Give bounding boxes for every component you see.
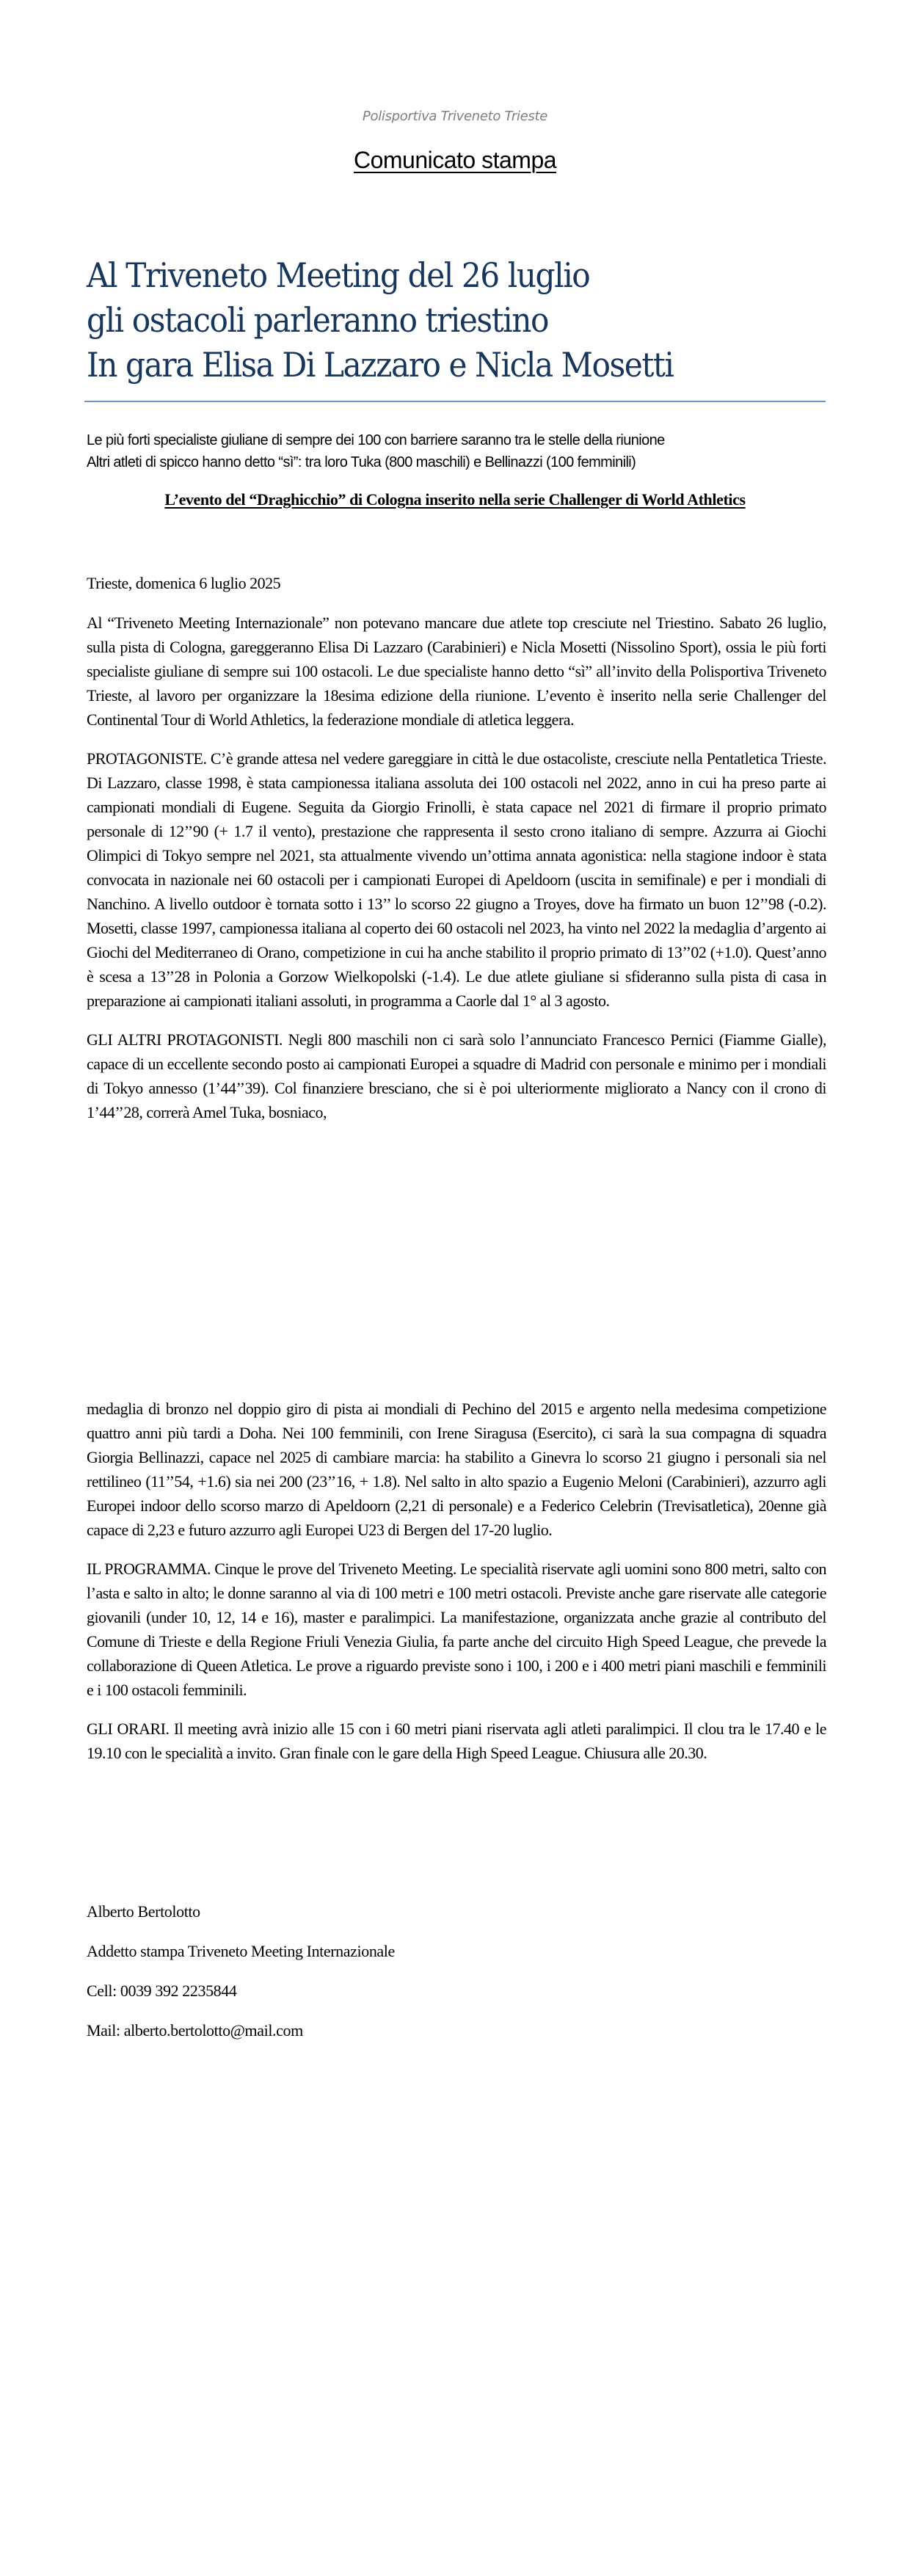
organization-header: Polisportiva Triveneto Trieste	[362, 109, 548, 124]
paragraph-orari: GLI ORARI. Il meeting avrà inizio alle 15 con i 60 metri piani riservata agli atleti paralimpici. Il clou tra le 17.40 e le 19.10 con le specialità a invito. Gran finale con le gare della High Speed League. Chiusura alle 20.30.	[87, 1720, 826, 1762]
contact-phone: Cell: 0039 392 2235844	[87, 1982, 237, 2000]
document-type-label: Comunicato stampa	[353, 147, 557, 173]
body-page-2	[87, 1397, 826, 1780]
kicker-text: L’evento del “Draghicchio” di Cologna inserito nella serie Challenger di World Athletics	[164, 490, 746, 509]
headline-divider	[84, 401, 826, 402]
paragraph-altri-protagonisti: GLI ALTRI PROTAGONISTI. Negli 800 maschili non ci sarà solo l’annunciato Francesco Pernici (Fiamme Gialle), capace di un eccellente secondo posto ai campionati Europei a squadre di Madrid con personale e minimo per i mondiali di Tokyo annesso (1’44’’39). Col finanziere bresciano, che si è poi ulteriormente migliorato a Nancy con il crono di 1’44’’28, correrà Amel Tuka, bosniaco,	[87, 1030, 826, 1121]
paragraph-protagoniste: PROTAGONISTE. C’è grande attesa nel vedere gareggiare in città le due ostacoliste, cresciute nella Pentatletica Trieste. Di Lazzaro, classe 1998, è stata campionessa italiana assoluta dei 100 ostacoli nel 2022, anno in cui ha preso parte ai campionati mondiali di Eugene. Seguita da Giorgio Frinolli, è stata capace nel 2021 di firmare il proprio primato personale di 12’’90 (+ 1.7 il vento), prestazione che rappresenta il sesto crono italiano di sempre. Azzurra ai Giochi Olimpici di Tokyo sempre nel 2021, sta attualmente vivendo un’ottima annata agonistica: nella stagione indoor è stata convocata in nazionale nei 60 ostacoli per i campionati Europei di Apeldoorn (uscita in semifinale) e per i mondiali di Nanchino. A livello outdoor è tornata sotto i 13’’ lo scorso 22 giugno a Troyes, dove ha firmato un buon 12’’98 (-0.2). Mosetti, classe 1997, campionessa italiana al coperto dei 60 ostacoli nel 2023, ha vinto nel 2022 la medaglia d’argento ai Giochi del Mediterraneo di Orano, competizione in cui ha anche stabilito il proprio primato di 13’’02 (+1.0). Quest’anno è scesa a 13’’28 in Polonia a Gorzow Wielkopolski (-1.4). Le due atlete giuliane si sfideranno sulla pista di casa in preparazione ai campionati italiani assoluti, in programma a Caorle dal 1° al 3 agosto.	[87, 749, 826, 1010]
paragraph-intro: Al “Triveneto Meeting Internazionale” non potevano mancare due atlete top cresciute nel Triestino. Sabato 26 luglio, sulla pista di Cologna, gareggeranno Elisa Di Lazzaro (Carabinieri) e Nicla Mosetti (Nissolino Sport), ossia le più forti specialiste giuliane di sempre sui 100 ostacoli. Le due specialiste hanno detto “sì” all’invito della Polisportiva Triveneto Trieste, al lavoro per organizzare la 18esima edizione della riunione. L’evento è inserito nella serie Challenger del Continental Tour di World Athletics, la federazione mondiale di atletica leggera.	[87, 614, 826, 729]
subheading-2: Altri atleti di spicco hanno detto “sì”: tra loro Tuka (800 maschili) e Bellinazzi (100 femminili)	[87, 454, 636, 470]
body-page-1	[87, 611, 826, 1139]
press-contact	[87, 1892, 395, 2051]
contact-role: Addetto stampa Triveneto Meeting Internazionale	[87, 1942, 395, 1960]
headline	[87, 253, 768, 388]
subheadings	[87, 429, 828, 473]
headline-line-3: In gara Elisa Di Lazzaro e Nicla Mosetti	[87, 345, 674, 385]
headline-line-2: gli ostacoli parleranno triestino	[87, 300, 549, 340]
kicker-heading	[0, 490, 910, 509]
subheading-1: Le più forti specialiste giuliane di sempre dei 100 con barriere saranno tra le stelle della riunione	[87, 432, 665, 448]
headline-line-1: Al Triveneto Meeting del 26 luglio	[87, 255, 590, 295]
contact-email: Mail: alberto.bertolotto@mail.com	[87, 2021, 303, 2040]
paragraph-programma: IL PROGRAMMA. Cinque le prove del Triveneto Meeting. Le specialità riservate agli uomini sono 800 metri, salto con l’asta e salto in alto; le donne saranno al via di 100 metri e 100 metri ostacoli. Previste anche gare riservate alle categorie giovanili (under 10, 12, 14 e 16), master e paralimpici. La manifestazione, organizzata anche grazie al contributo del Comune di Trieste e della Regione Friuli Venezia Giulia, fa parte anche del circuito High Speed League, che prevede la collaborazione di Queen Atletica. Le prove a riguardo previste sono i 100, i 200 e i 400 metri piani maschili e femminili e i 100 ostacoli femminili.	[87, 1560, 826, 1699]
paragraph-altri-protagonisti-continued: medaglia di bronzo nel doppio giro di pista ai mondiali di Pechino del 2015 e argento nella medesima competizione quattro anni più tardi a Doha. Nei 100 femminili, con Irene Siragusa (Esercito), ci sarà la sua compagna di squadra Giorgia Bellinazzi, capace nel 2025 di cambiare marcia: ha stabilito a Ginevra lo scorso 21 giugno i personali sia nel rettilineo (11’’54, +1.6) sia nei 200 (23’’16, + 1.8). Nel salto in alto spazio a Eugenio Meloni (Carabinieri), azzurro agli Europei indoor dello scorso marzo di Apeldoorn (2,21 di personale) e a Federico Celebrin (Trevisatletica), 20enne già capace di 2,23 e futuro azzurro agli Europei U23 di Bergen del 17-20 luglio.	[87, 1400, 826, 1539]
document-type-heading	[0, 147, 910, 174]
dateline: Trieste, domenica 6 luglio 2025	[87, 574, 281, 592]
contact-name: Alberto Bertolotto	[87, 1902, 200, 1921]
